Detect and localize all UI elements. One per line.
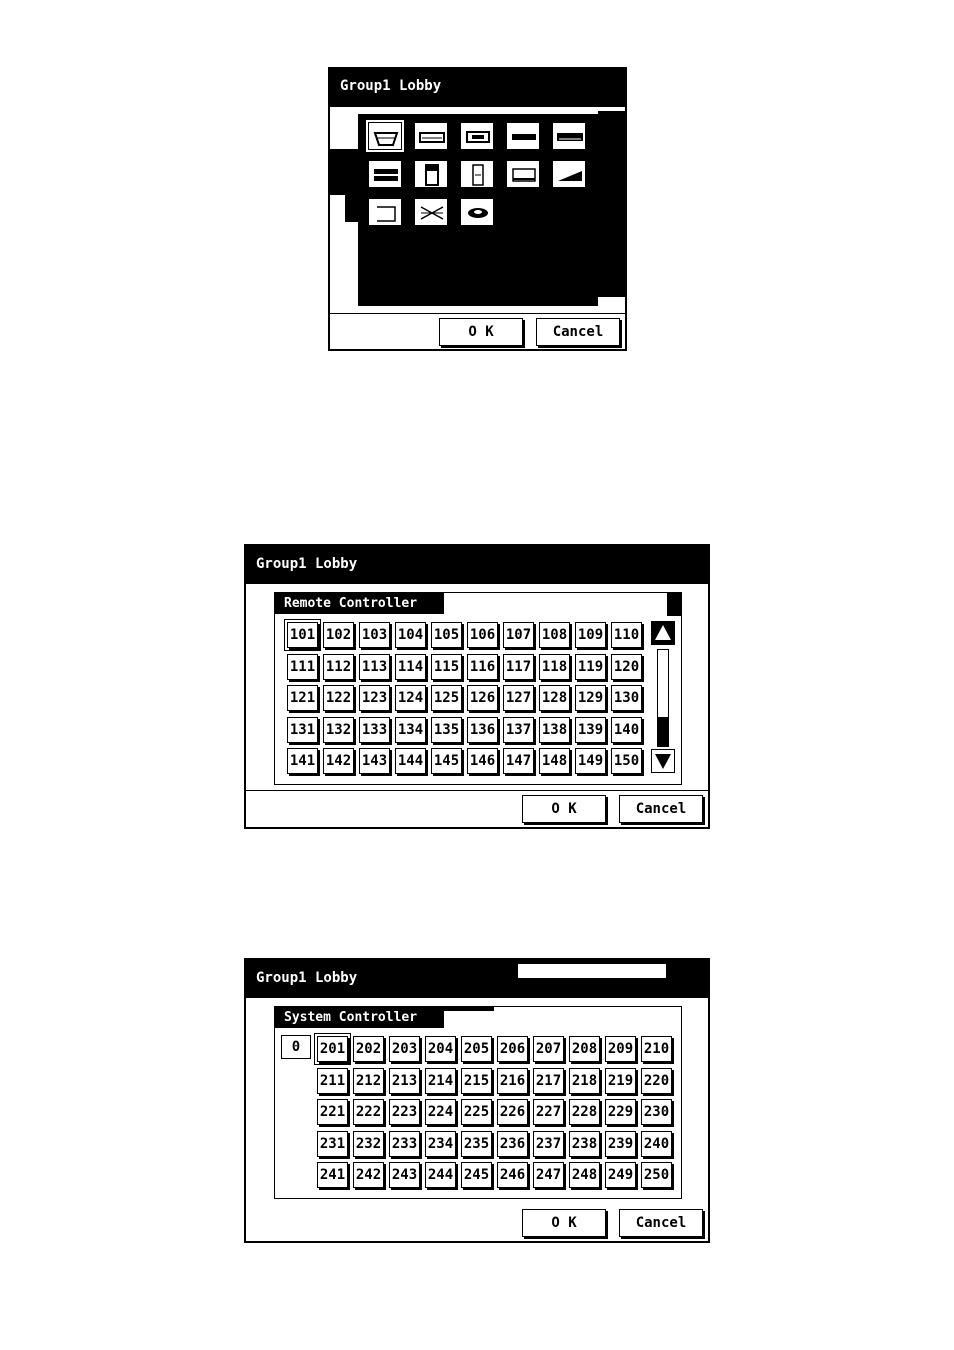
group-tab-ext xyxy=(444,1006,494,1011)
scroll-down-button[interactable] xyxy=(651,749,675,773)
scrollbar-track[interactable] xyxy=(657,649,669,747)
number-button[interactable]: 208 xyxy=(569,1036,600,1062)
remote-controller-dialog xyxy=(244,544,710,829)
slim-wall-tile[interactable] xyxy=(506,122,540,150)
number-button[interactable]: 241 xyxy=(317,1162,348,1188)
number-button[interactable]: 249 xyxy=(605,1162,636,1188)
dialog-title-bar xyxy=(246,960,708,998)
number-button[interactable]: 214 xyxy=(425,1068,456,1094)
group-corner xyxy=(667,592,681,616)
bath-icon xyxy=(371,125,401,149)
number-button[interactable]: 243 xyxy=(389,1162,420,1188)
number-button[interactable]: 101 xyxy=(287,622,318,648)
number-button[interactable]: 131 xyxy=(287,717,318,743)
number-button[interactable]: 129 xyxy=(575,685,606,711)
system-controller-group xyxy=(274,1006,682,1199)
icon-select-dialog xyxy=(328,67,627,351)
number-button[interactable]: 215 xyxy=(461,1068,492,1094)
number-button[interactable]: 235 xyxy=(461,1131,492,1157)
number-button[interactable]: 145 xyxy=(431,748,462,774)
number-button[interactable]: 219 xyxy=(605,1068,636,1094)
number-button[interactable]: 147 xyxy=(503,748,534,774)
icon-area-ext-left2 xyxy=(345,195,358,222)
number-button[interactable]: 110 xyxy=(611,622,642,648)
tower-tile[interactable] xyxy=(414,160,448,188)
number-button[interactable]: 238 xyxy=(569,1131,600,1157)
number-button[interactable]: 232 xyxy=(353,1131,384,1157)
number-button[interactable]: 201 xyxy=(317,1036,348,1062)
number-button[interactable]: 206 xyxy=(497,1036,528,1062)
number-button[interactable]: 230 xyxy=(641,1099,672,1125)
round-ceiling-tile[interactable] xyxy=(460,198,494,226)
number-button[interactable]: 132 xyxy=(323,717,354,743)
number-button[interactable]: 109 xyxy=(575,622,606,648)
round-ceiling-icon xyxy=(463,201,493,225)
ceiling-suspended-icon xyxy=(509,163,539,187)
group-label: Remote Controller xyxy=(274,592,444,614)
number-button[interactable]: 225 xyxy=(461,1099,492,1125)
number-button[interactable]: 111 xyxy=(287,654,318,680)
number-button[interactable]: 105 xyxy=(431,622,462,648)
number-button[interactable]: 136 xyxy=(467,717,498,743)
number-button[interactable]: 213 xyxy=(389,1068,420,1094)
number-button[interactable]: 220 xyxy=(641,1068,672,1094)
cancel-button[interactable]: Cancel xyxy=(536,318,620,346)
number-button[interactable]: 148 xyxy=(539,748,570,774)
ventilation-icon xyxy=(417,201,447,225)
number-button[interactable]: 223 xyxy=(389,1099,420,1125)
number-button[interactable]: 236 xyxy=(497,1131,528,1157)
number-button[interactable]: 218 xyxy=(569,1068,600,1094)
number-button[interactable]: 137 xyxy=(503,717,534,743)
number-button[interactable]: 231 xyxy=(317,1131,348,1157)
arrow-down-icon xyxy=(652,750,674,772)
scrollbar-thumb[interactable] xyxy=(657,717,669,747)
number-button[interactable]: 114 xyxy=(395,654,426,680)
dialog-title-bar xyxy=(246,546,708,584)
floor-ceiling-tile[interactable] xyxy=(368,160,402,188)
number-button[interactable]: 221 xyxy=(317,1099,348,1125)
number-button[interactable]: 138 xyxy=(539,717,570,743)
arrow-up-icon xyxy=(652,622,674,644)
slant-wall-tile[interactable] xyxy=(552,160,586,188)
tower-icon xyxy=(417,163,447,187)
scroll-up-button[interactable] xyxy=(651,621,675,645)
cassette-icon xyxy=(463,125,493,149)
number-button[interactable]: 204 xyxy=(425,1036,456,1062)
number-button[interactable]: 149 xyxy=(575,748,606,774)
number-button[interactable]: 139 xyxy=(575,717,606,743)
number-button[interactable]: 150 xyxy=(611,748,642,774)
number-button[interactable]: 133 xyxy=(359,717,390,743)
number-button[interactable]: 113 xyxy=(359,654,390,680)
corner-icon xyxy=(371,201,401,225)
number-button[interactable]: 146 xyxy=(467,748,498,774)
divider xyxy=(330,313,625,314)
number-button[interactable]: 237 xyxy=(533,1131,564,1157)
zero-value-box[interactable]: 0 xyxy=(281,1035,311,1059)
number-button[interactable]: 102 xyxy=(323,622,354,648)
column-icon xyxy=(463,163,493,187)
number-button[interactable]: 119 xyxy=(575,654,606,680)
wide-wall-icon xyxy=(555,125,585,149)
ok-button[interactable]: O K xyxy=(439,318,523,346)
title-bar-noise xyxy=(518,964,666,978)
number-button[interactable]: 228 xyxy=(569,1099,600,1125)
number-button[interactable]: 117 xyxy=(503,654,534,680)
slant-wall-icon xyxy=(555,163,585,187)
ceiling-suspended-tile[interactable] xyxy=(506,160,540,188)
tray-icon xyxy=(417,125,447,149)
number-button[interactable]: 144 xyxy=(395,748,426,774)
number-button[interactable]: 247 xyxy=(533,1162,564,1188)
number-button[interactable]: 104 xyxy=(395,622,426,648)
number-button[interactable]: 226 xyxy=(497,1099,528,1125)
number-button[interactable]: 108 xyxy=(539,622,570,648)
dialog-title: Group1 Lobby xyxy=(256,970,358,986)
number-button[interactable]: 116 xyxy=(467,654,498,680)
group-label: System Controller xyxy=(274,1006,444,1028)
system-controller-dialog xyxy=(244,958,710,1243)
number-button[interactable]: 122 xyxy=(323,685,354,711)
number-button[interactable]: 211 xyxy=(317,1068,348,1094)
dialog-title-bar xyxy=(330,69,625,107)
number-button[interactable]: 242 xyxy=(353,1162,384,1188)
tray-tile[interactable] xyxy=(414,122,448,150)
number-button[interactable]: 121 xyxy=(287,685,318,711)
number-button[interactable]: 134 xyxy=(395,717,426,743)
number-button[interactable]: 123 xyxy=(359,685,390,711)
cassette-tile[interactable] xyxy=(460,122,494,150)
number-button[interactable]: 103 xyxy=(359,622,390,648)
number-button[interactable]: 202 xyxy=(353,1036,384,1062)
number-button[interactable]: 112 xyxy=(323,654,354,680)
icon-area-ext-left xyxy=(330,149,358,195)
number-button[interactable]: 126 xyxy=(467,685,498,711)
number-button[interactable]: 245 xyxy=(461,1162,492,1188)
number-button[interactable]: 127 xyxy=(503,685,534,711)
number-button[interactable]: 227 xyxy=(533,1099,564,1125)
number-button[interactable]: 212 xyxy=(353,1068,384,1094)
number-button[interactable]: 209 xyxy=(605,1036,636,1062)
number-button[interactable]: 233 xyxy=(389,1131,420,1157)
number-button[interactable]: 141 xyxy=(287,748,318,774)
bath-tile[interactable] xyxy=(368,122,402,150)
floor-ceiling-icon xyxy=(371,163,401,187)
column-tile[interactable] xyxy=(460,160,494,188)
remote-controller-group xyxy=(274,592,682,785)
number-button[interactable]: 106 xyxy=(467,622,498,648)
cancel-button[interactable]: Cancel xyxy=(619,1209,703,1237)
slim-wall-icon xyxy=(509,125,539,149)
number-button[interactable]: 244 xyxy=(425,1162,456,1188)
dialog-title: Group1 Lobby xyxy=(340,78,442,94)
number-button[interactable]: 115 xyxy=(431,654,462,680)
ok-button[interactable]: O K xyxy=(522,795,606,823)
dialog-title: Group1 Lobby xyxy=(256,556,358,572)
ok-button[interactable]: O K xyxy=(522,1209,606,1237)
number-button[interactable]: 107 xyxy=(503,622,534,648)
icon-area-ext-right xyxy=(598,111,625,297)
number-button[interactable]: 140 xyxy=(611,717,642,743)
icon-grid xyxy=(358,114,598,306)
number-button[interactable]: 248 xyxy=(569,1162,600,1188)
corner-tile[interactable] xyxy=(368,198,402,226)
cancel-button[interactable]: Cancel xyxy=(619,795,703,823)
wide-wall-tile[interactable] xyxy=(552,122,586,150)
number-button[interactable]: 224 xyxy=(425,1099,456,1125)
number-button[interactable]: 130 xyxy=(611,685,642,711)
number-button[interactable]: 124 xyxy=(395,685,426,711)
number-button[interactable]: 239 xyxy=(605,1131,636,1157)
number-button[interactable]: 216 xyxy=(497,1068,528,1094)
number-button[interactable]: 118 xyxy=(539,654,570,680)
number-button[interactable]: 229 xyxy=(605,1099,636,1125)
number-button[interactable]: 246 xyxy=(497,1162,528,1188)
number-button[interactable]: 128 xyxy=(539,685,570,711)
number-button[interactable]: 135 xyxy=(431,717,462,743)
number-button[interactable]: 234 xyxy=(425,1131,456,1157)
ventilation-tile[interactable] xyxy=(414,198,448,226)
number-button[interactable]: 222 xyxy=(353,1099,384,1125)
number-button[interactable]: 240 xyxy=(641,1131,672,1157)
divider xyxy=(246,790,708,791)
number-button[interactable]: 125 xyxy=(431,685,462,711)
number-button[interactable]: 210 xyxy=(641,1036,672,1062)
number-button[interactable]: 143 xyxy=(359,748,390,774)
number-button[interactable]: 205 xyxy=(461,1036,492,1062)
number-button[interactable]: 207 xyxy=(533,1036,564,1062)
number-button[interactable]: 120 xyxy=(611,654,642,680)
number-button[interactable]: 217 xyxy=(533,1068,564,1094)
number-button[interactable]: 250 xyxy=(641,1162,672,1188)
number-button[interactable]: 203 xyxy=(389,1036,420,1062)
number-button[interactable]: 142 xyxy=(323,748,354,774)
